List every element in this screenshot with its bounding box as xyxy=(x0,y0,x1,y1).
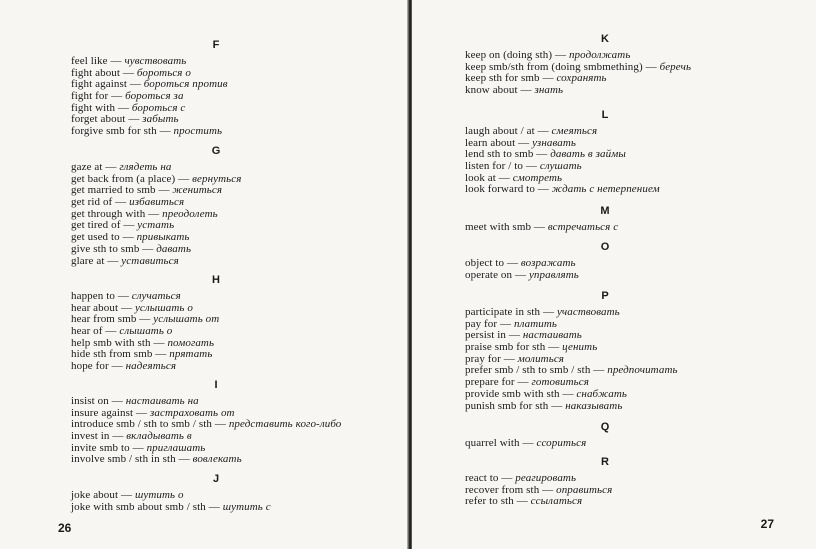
entry: fight against — бороться против xyxy=(71,78,228,91)
entry-ru: давать в займы xyxy=(550,148,626,161)
entry-ru: жениться xyxy=(172,184,223,197)
section-letter: O xyxy=(600,241,610,253)
entry: hear of — слышать о xyxy=(71,325,173,338)
entry-en: feel like xyxy=(71,55,108,67)
entry-ru: встречаться с xyxy=(547,221,619,233)
entry-en: involve smb / sth in sth xyxy=(71,453,176,466)
section-q xyxy=(465,420,765,450)
entry-ru: простить xyxy=(173,125,223,138)
entry-en: invite smb to xyxy=(71,441,130,454)
entry: lend sth to smb — давать в займы xyxy=(465,148,626,161)
entry: hide sth from smb — прятать xyxy=(71,348,213,361)
entry-en: prefer smb / sth to smb / sth xyxy=(465,364,591,377)
entry-ru: шутить о xyxy=(134,489,184,501)
entry-ru: уставиться xyxy=(121,254,179,267)
section-letter: J xyxy=(212,473,220,485)
entry: participate in sth — участвовать xyxy=(465,306,620,318)
entry-en: help smb with sth xyxy=(71,336,151,349)
entry: get used to — привыкать xyxy=(71,231,190,244)
entry-ru: ссылаться xyxy=(530,495,583,508)
entry: forgive smb for sth — простить xyxy=(71,125,223,138)
entry-ru: надеяться xyxy=(125,360,177,373)
entry-en: forget about xyxy=(71,113,126,126)
section-k xyxy=(465,32,765,97)
entry: happen to — случаться xyxy=(71,290,181,302)
entry: get tired of — устать xyxy=(71,219,175,232)
entry-ru: привыкать xyxy=(136,231,190,244)
entry: forget about — забыть xyxy=(71,113,179,126)
entry-en: forgive smb for sth xyxy=(71,125,157,138)
entry-en: gaze at xyxy=(71,161,103,173)
entry: involve smb / sth in sth — вовлекать xyxy=(71,453,242,466)
entry: pay for — платить xyxy=(465,317,558,330)
entry-en: happen to xyxy=(71,290,115,302)
entry-ru: наказывать xyxy=(565,399,623,412)
entry-en: react to xyxy=(465,472,499,484)
entry: joke with smb about smb / sth — шутить с xyxy=(71,500,271,513)
entry: glare at — уставиться xyxy=(71,254,179,267)
entry-en: joke with smb about smb / sth xyxy=(71,500,206,513)
entry-ru: беречь xyxy=(659,60,692,73)
entry-en: hear of xyxy=(71,325,103,338)
entry-ru: готовиться xyxy=(531,376,589,389)
section-l xyxy=(465,108,765,196)
entry: hear from smb — услышать от xyxy=(71,313,220,326)
entry: help smb with sth — помогать xyxy=(71,336,215,349)
entry-ru: ценить xyxy=(562,341,598,354)
entry-en: hear about xyxy=(71,301,119,314)
entry-en: recover from sth xyxy=(465,483,540,496)
entry-ru: избавиться xyxy=(129,196,185,209)
section-j xyxy=(71,472,361,513)
entry-en: joke about xyxy=(71,489,119,501)
entry-ru: бороться о xyxy=(136,66,191,79)
entry-en: get used to xyxy=(71,231,120,244)
entry-ru: чувствовать xyxy=(124,55,187,67)
entry-en: pray for xyxy=(465,352,501,365)
entry-en: look at xyxy=(465,171,496,184)
entry-en: quarrel with xyxy=(465,437,520,449)
entry-ru: слышать о xyxy=(119,325,173,338)
entry: react to — реагировать xyxy=(465,472,577,484)
entry: fight for — бороться за xyxy=(71,90,184,103)
entry-ru: помогать xyxy=(167,336,215,349)
entry: operate on — управлять xyxy=(465,268,579,281)
entry: object to — возражать xyxy=(465,257,576,269)
entry-en: fight for xyxy=(71,90,109,103)
entry-en: praise smb for sth xyxy=(465,341,546,354)
entry-ru: вовлекать xyxy=(192,453,242,466)
entry: joke about — шутить о xyxy=(71,489,184,501)
entry-en: refer to sth xyxy=(465,495,514,508)
entry: look at — смотреть xyxy=(465,171,563,184)
section-letter: I xyxy=(214,379,218,391)
entry-ru: настаивать xyxy=(522,329,582,342)
entry-ru: шутить с xyxy=(222,500,271,513)
entry-ru: бороться против xyxy=(143,78,228,91)
page-number: 26 xyxy=(58,521,72,535)
entry-en: provide smb with sth xyxy=(465,387,560,400)
entry: prefer smb / sth to smb / sth — предпочитать xyxy=(465,364,678,377)
entry: fight about — бороться о xyxy=(71,66,191,79)
entry-ru: молиться xyxy=(517,352,565,365)
entry-ru: вернуться xyxy=(192,172,242,185)
entry-ru: сохранять xyxy=(556,72,607,85)
entry-en: know about xyxy=(465,84,518,97)
entry-en: listen for / to xyxy=(465,160,524,173)
entry: listen for / to — слушать xyxy=(465,160,582,173)
entry-ru: ссориться xyxy=(536,437,587,449)
entry: keep on (doing sth) — продолжать xyxy=(465,49,631,61)
entry-ru: слушать xyxy=(539,160,582,173)
entry-en: fight against xyxy=(71,78,127,91)
entry: recover from sth — оправиться xyxy=(465,483,613,496)
entry-en: keep smb/sth from (doing smbmething) xyxy=(465,60,643,73)
section-r xyxy=(465,455,765,508)
entry: keep sth for smb — сохранять xyxy=(465,72,607,85)
entry: get through with — преодолеть xyxy=(71,207,218,220)
entry: invite smb to — приглашать xyxy=(71,441,206,454)
entry-ru: участвовать xyxy=(556,306,620,318)
entry: provide smb with sth — снабжать xyxy=(465,387,627,400)
entry: get married to smb — жениться xyxy=(71,184,223,197)
section-letter: G xyxy=(211,145,221,157)
entry-ru: реагировать xyxy=(515,472,577,484)
entry: insist on — настаивать на xyxy=(71,395,199,407)
entry: insure against — застраховать от xyxy=(71,406,235,419)
entry-en: invest in xyxy=(71,430,110,443)
entry: pray for — молиться xyxy=(465,352,565,365)
entry: meet with smb — встречаться с xyxy=(465,221,619,233)
section-p xyxy=(465,289,765,412)
entry-ru: забыть xyxy=(142,113,179,126)
entry-ru: управлять xyxy=(528,268,579,281)
entry: introduce smb / sth to smb / sth — представить кого-либо xyxy=(71,418,342,431)
entry: know about — знать xyxy=(465,84,564,97)
entry-ru: продолжать xyxy=(568,49,631,61)
entry-en: get through with xyxy=(71,207,146,220)
entry-en: look forward to xyxy=(465,183,535,196)
entry: hear about — услышать о xyxy=(71,301,193,314)
page-number: 27 xyxy=(760,517,774,531)
entry: feel like — чувствовать xyxy=(71,55,187,67)
entry-en: laugh about / at xyxy=(465,125,535,137)
entry-ru: приглашать xyxy=(146,441,206,454)
section-letter: R xyxy=(601,456,609,468)
entry: hope for — надеяться xyxy=(71,360,177,373)
entry-en: punish smb for sth xyxy=(465,399,549,412)
entry: persist in — настаивать xyxy=(465,329,582,342)
section-letter: L xyxy=(601,109,609,121)
entry-ru: услышать от xyxy=(153,313,220,326)
entry: laugh about / at — смеяться xyxy=(465,125,598,137)
entry-ru: застраховать от xyxy=(150,406,235,419)
entry-ru: ждать с нетерпением xyxy=(551,183,660,196)
entry-en: insist on xyxy=(71,395,109,407)
entry-ru: преодолеть xyxy=(162,207,218,220)
section-letter: H xyxy=(212,274,220,286)
entry-en: hear from smb xyxy=(71,313,137,326)
section-i xyxy=(71,378,391,466)
section-letter: K xyxy=(601,33,609,45)
entry-ru: платить xyxy=(513,317,558,330)
entry-en: object to xyxy=(465,257,505,269)
entry-en: introduce smb / sth to smb / sth xyxy=(71,418,213,431)
entry-ru: настаивать на xyxy=(125,395,199,407)
entry-ru: оправиться xyxy=(556,483,613,496)
entry-en: keep on (doing sth) xyxy=(465,49,553,61)
section-g xyxy=(71,144,361,267)
entry-ru: случаться xyxy=(131,290,181,302)
entry-en: pay for xyxy=(465,317,498,330)
entry-en: participate in sth xyxy=(465,306,541,318)
entry-en: get tired of xyxy=(71,219,121,232)
entry-ru: услышать о xyxy=(134,301,193,314)
entry-en: hope for xyxy=(71,360,109,373)
entry: punish smb for sth — наказывать xyxy=(465,399,623,412)
section-m xyxy=(465,204,765,234)
entry: refer to sth — ссылаться xyxy=(465,495,583,508)
entry-ru: устать xyxy=(137,219,175,232)
section-h xyxy=(71,273,361,373)
entry: fight with — бороться с xyxy=(71,101,186,114)
entry: keep smb/sth from (doing smbmething) — беречь xyxy=(465,60,692,73)
entry-en: get back from (a place) xyxy=(71,172,176,185)
entry-en: fight about xyxy=(71,66,121,79)
entry-en: learn about xyxy=(465,136,516,149)
entry-ru: смотреть xyxy=(512,171,563,184)
entry-ru: смеяться xyxy=(551,125,598,137)
entry: learn about — узнавать xyxy=(465,136,577,149)
entry: give sth to smb — давать xyxy=(71,242,192,255)
section-letter: P xyxy=(601,290,609,302)
section-o xyxy=(465,240,765,281)
entry-ru: бороться с xyxy=(131,101,186,114)
entry-ru: снабжать xyxy=(576,387,627,400)
entry-en: give sth to smb xyxy=(71,242,140,255)
section-letter: M xyxy=(600,205,610,217)
entry: get back from (a place) — вернуться xyxy=(71,172,242,185)
entry-en: meet with smb xyxy=(465,221,532,233)
entry-ru: бороться за xyxy=(125,90,184,103)
entry-en: prepare for xyxy=(465,376,515,389)
section-f xyxy=(71,38,361,138)
entry-ru: глядеть на xyxy=(119,161,172,173)
entry: prepare for — готовиться xyxy=(465,376,589,389)
entry-en: persist in xyxy=(465,329,507,342)
entry-en: fight with xyxy=(71,101,116,114)
right-page xyxy=(412,0,816,549)
entry-en: glare at xyxy=(71,254,105,267)
entry: invest in — вкладывать в xyxy=(71,430,192,443)
entry-en: lend sth to smb xyxy=(465,148,534,161)
entry-ru: давать xyxy=(156,242,192,255)
entry-en: insure against xyxy=(71,406,134,419)
entry-ru: вкладывать в xyxy=(126,430,192,443)
entry: quarrel with — ссориться xyxy=(465,437,587,449)
entry-en: get rid of xyxy=(71,196,113,209)
entry-en: keep sth for smb xyxy=(465,72,540,85)
entry-en: operate on xyxy=(465,268,513,281)
entry-ru: знать xyxy=(534,84,564,97)
entry: get rid of — избавиться xyxy=(71,196,185,209)
entry: look forward to — ждать с нетерпением xyxy=(465,183,660,196)
section-letter: F xyxy=(212,39,220,51)
section-letter: Q xyxy=(600,421,610,433)
entry-en: hide sth from smb xyxy=(71,348,153,361)
entry-ru: прятать xyxy=(169,348,213,361)
entry: gaze at — глядеть на xyxy=(71,161,172,173)
entry: praise smb for sth — ценить xyxy=(465,341,598,354)
entry-ru: предпочитать xyxy=(607,364,678,377)
entry-ru: возражать xyxy=(520,257,576,269)
entry-ru: представить кого-либо xyxy=(228,418,342,431)
entry-en: get married to smb xyxy=(71,184,156,197)
entry-ru: узнавать xyxy=(532,136,577,149)
